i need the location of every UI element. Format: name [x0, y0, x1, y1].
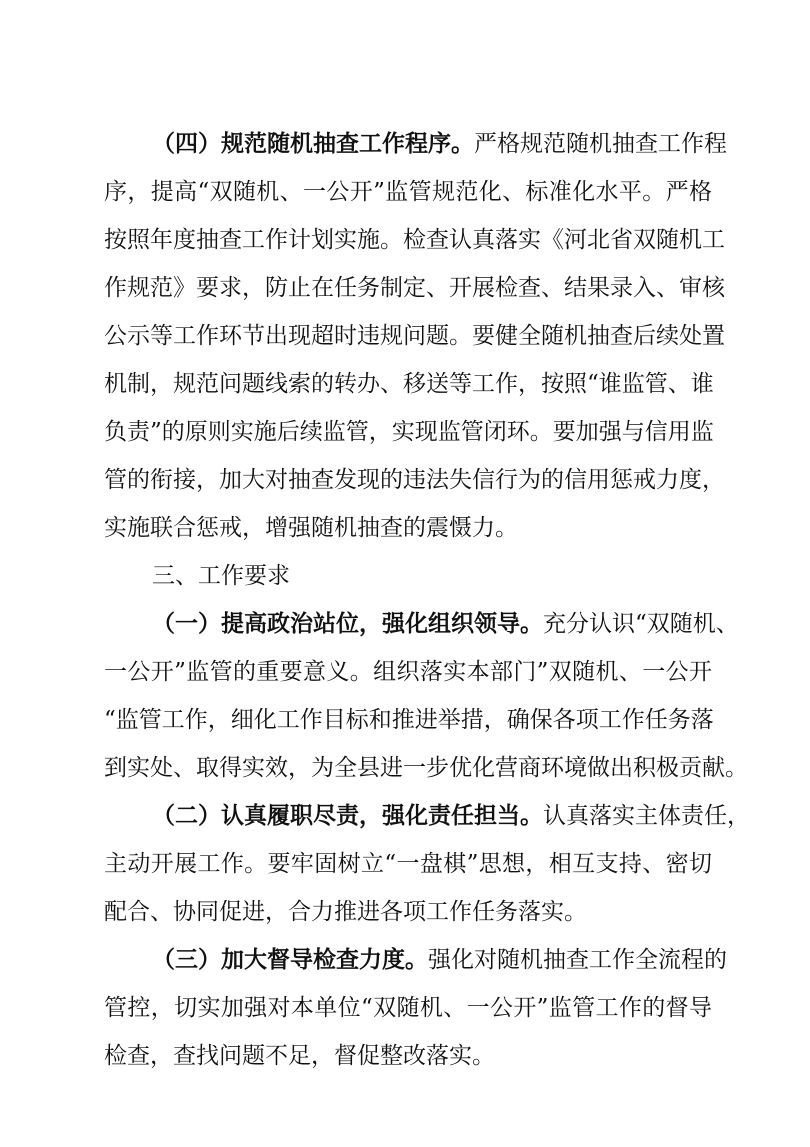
paragraph-1-line-3: “监管工作，细化工作目标和推进举措，确保各项工作任务落 [104, 707, 714, 733]
paragraph-1-text: 充分认识“双随机、 [543, 611, 739, 637]
paragraph-4-line-7: 负责”的原则实施后续监管，实现监管闭环。要加强与信用监 [104, 419, 714, 445]
paragraph-3-line-3: 检查，查找问题不足，督促整改落实。 [104, 1043, 495, 1069]
paragraph-4-line-8: 管的衔接，加大对抽查发现的违法失信行为的信用惩戒力度， [104, 467, 725, 493]
paragraph-4-line-3: 按照年度抽查工作计划实施。检查认真落实《河北省双随机工 [104, 227, 725, 253]
paragraph-4-line-2: 序，提高“双随机、一公开”监管规范化、标准化水平。严格 [104, 179, 712, 205]
paragraph-1-heading: （一）提高政治站位，强化组织领导。 [152, 610, 543, 637]
paragraph-3-line-1 [152, 944, 727, 976]
section-heading: 三、工作要求 [152, 563, 290, 589]
paragraph-2-line-2: 主动开展工作。要牢固树立“一盘棋”思想，相互支持、密切 [104, 851, 712, 877]
paragraph-3-heading: （三）加大督导检查力度。 [152, 946, 428, 973]
paragraph-4-text: 严格规范随机抽查工作程 [474, 131, 727, 157]
paragraph-1-line-2: 一公开”监管的重要意义。组织落实本部门”双随机、一公开 [104, 659, 712, 685]
paragraph-4-line-5: 公示等工作环节出现超时违规问题。要健全随机抽查后续处置 [104, 323, 725, 349]
paragraph-4-heading: （四）规范随机抽查工作程序。 [152, 130, 474, 157]
paragraph-1-line-1 [152, 608, 739, 640]
paragraph-4-line-6: 机制，规范问题线索的转办、移送等工作，按照“谁监管、谁 [104, 371, 714, 397]
paragraph-1-line-4: 到实处、取得实效，为全县进一步优化营商环境做出积极贡献。 [104, 755, 748, 781]
paragraph-2-line-3: 配合、协同促进，合力推进各项工作任务落实。 [104, 899, 587, 925]
paragraph-4-line-4: 作规范》要求，防止在任务制定、开展检查、结果录入、审核 [104, 275, 725, 301]
paragraph-2-heading: （二）认真履职尽责，强化责任担当。 [152, 802, 543, 829]
paragraph-4-line-1 [152, 128, 727, 160]
paragraph-3-text: 强化对随机抽查工作全流程的 [428, 947, 727, 973]
paragraph-2-line-1 [152, 800, 750, 832]
paragraph-3-line-2: 管控，切实加强对本单位“双随机、一公开”监管工作的督导 [104, 995, 712, 1021]
paragraph-2-text: 认真落实主体责任， [543, 803, 750, 829]
paragraph-4-line-9: 实施联合惩戒，增强随机抽查的震慑力。 [104, 515, 518, 541]
